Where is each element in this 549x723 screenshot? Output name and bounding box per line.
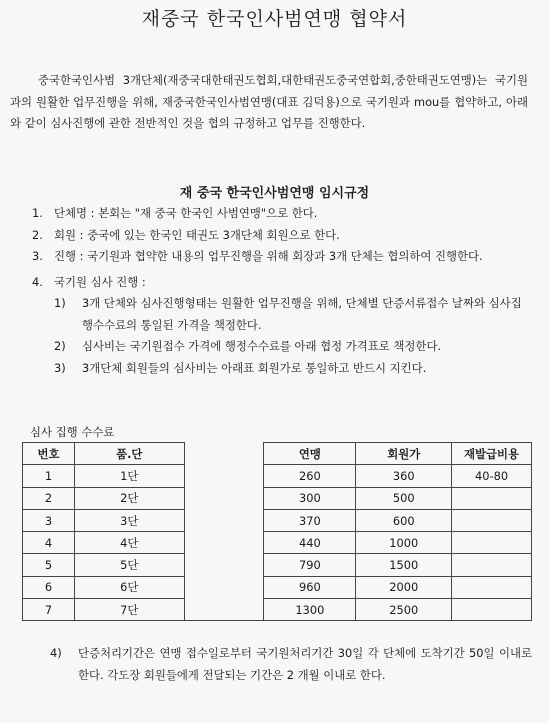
subrule-text: 3개단체 회원들의 심사비는 아래표 회원가로 통일하고 반드시 지킨다. [82, 360, 427, 375]
subrule-number: 4) [50, 646, 62, 660]
cell-rank: 4단 [74, 532, 184, 554]
cell-rank: 6단 [74, 576, 184, 598]
cell-number: 4 [23, 532, 75, 554]
subrule-number: 1) [54, 296, 66, 310]
cell-federation: 260 [264, 465, 356, 487]
cell-rank: 5단 [74, 554, 184, 576]
cell-reissue-fee [452, 576, 532, 598]
subrule-item [54, 293, 532, 336]
rule-number: 4. [32, 274, 43, 289]
cell-number: 1 [23, 465, 75, 487]
subrules-list [32, 293, 532, 379]
table-row [23, 554, 532, 576]
rule-item [32, 225, 532, 247]
cell-member-price: 600 [356, 509, 452, 531]
cell-blank [184, 599, 264, 621]
cell-federation: 790 [264, 554, 356, 576]
cell-member-price: 1500 [356, 554, 452, 576]
intro-paragraph [10, 70, 528, 135]
rule-text: 회원 : 중국에 있는 한국인 태권도 3개단체 회원으로 한다. [54, 227, 340, 242]
cell-blank [184, 487, 264, 509]
table-row [23, 599, 532, 621]
cell-rank: 1단 [74, 465, 184, 487]
rule-text: 국기원 심사 진행 : [54, 274, 146, 289]
cell-number: 7 [23, 599, 75, 621]
table-row [23, 465, 532, 487]
cell-blank [184, 465, 264, 487]
cell-reissue-fee [452, 509, 532, 531]
cell-reissue-fee [452, 554, 532, 576]
cell-blank [184, 532, 264, 554]
subrule-item [54, 358, 532, 380]
table-row [23, 532, 532, 554]
header-number: 번호 [23, 443, 75, 465]
header-reissue-fee: 재발급비용 [452, 443, 532, 465]
intro-text: 중국한국인사범 3개단체(재중국대한태권도협회,대한태권도중국연합회,중한태권도연맹)는 국기원과의 원활한 업무진행을 위해, 재중국한국인사범연맹(대표 김덕용)으로 국기원과 mou를 협약하고, 아래와 같이 심사진행에 관한 전반적인 것을 협의 규정하고 업무를 진행한다. [10, 73, 528, 130]
cell-federation: 960 [264, 576, 356, 598]
header-federation: 연맹 [264, 443, 356, 465]
processing-period-rule [50, 642, 532, 686]
rule-item [32, 246, 532, 268]
document-title: 재중국 한국인사범연맹 협약서 [141, 8, 408, 30]
table-caption: 심사 집행 수수료 [30, 425, 115, 439]
cell-rank: 7단 [74, 599, 184, 621]
cell-reissue-fee [452, 487, 532, 509]
subrule-text: 심사비는 국기원접수 가격에 행정수수료를 아래 협정 가격표로 책정한다. [82, 339, 442, 353]
cell-federation: 1300 [264, 599, 356, 621]
cell-reissue-fee: 40-80 [452, 465, 532, 487]
cell-federation: 300 [264, 487, 356, 509]
rule-text: 진행 : 국기원과 협약한 내용의 업무진행을 위해 회장과 3개 단체는 협의하여 진행한다. [54, 249, 483, 263]
header-member-price: 회원가 [356, 443, 452, 465]
rule-number: 1. [32, 206, 43, 220]
cell-member-price: 2500 [356, 599, 452, 621]
table-row [23, 576, 532, 598]
cell-number: 2 [23, 487, 75, 509]
cell-reissue-fee [452, 599, 532, 621]
rule-number: 3. [32, 249, 43, 263]
table-row [23, 487, 532, 509]
subrule-number: 2) [54, 339, 66, 353]
rule-number: 2. [32, 227, 43, 242]
cell-blank [184, 509, 264, 531]
cell-rank: 2단 [74, 487, 184, 509]
cell-member-price: 1000 [356, 532, 452, 554]
cell-member-price: 2000 [356, 576, 452, 598]
rule-item [32, 203, 532, 225]
cell-blank [184, 576, 264, 598]
rule-text: 단체명 : 본회는 "재 중국 한국인 사범연맹"으로 한다. [54, 206, 318, 220]
header-rank: 품.단 [74, 443, 184, 465]
cell-number: 5 [23, 554, 75, 576]
cell-federation: 370 [264, 509, 356, 531]
cell-federation: 440 [264, 532, 356, 554]
cell-member-price: 360 [356, 465, 452, 487]
header-blank [184, 443, 264, 465]
rule-item [32, 272, 532, 294]
cell-number: 6 [23, 576, 75, 598]
fee-table [22, 442, 532, 621]
subrule-text: 3개 단체와 심사진행형태는 원활한 업무진행을 위해, 단체별 단증서류접수 날짜와 심사집행수수료의 통일된 가격을 책정한다. [82, 296, 522, 332]
cell-reissue-fee [452, 532, 532, 554]
cell-rank: 3단 [74, 509, 184, 531]
subrule-text: 단증처리기간은 연맹 접수일로부터 국기원처리기간 30일 각 단체에 도착기간 50일 이내로 한다. 각도장 회원들에게 전달되는 기간은 2 개월 이내로 한다. [78, 646, 532, 682]
rules-list [32, 203, 532, 379]
cell-member-price: 500 [356, 487, 452, 509]
subrule-number: 3) [54, 360, 66, 375]
table-row [23, 509, 532, 531]
cell-blank [184, 554, 264, 576]
table-header-row [23, 443, 532, 465]
subrule-item [54, 336, 532, 358]
rules-title: 재 중국 한국인사범연맹 임시규정 [179, 186, 370, 201]
cell-number: 3 [23, 509, 75, 531]
